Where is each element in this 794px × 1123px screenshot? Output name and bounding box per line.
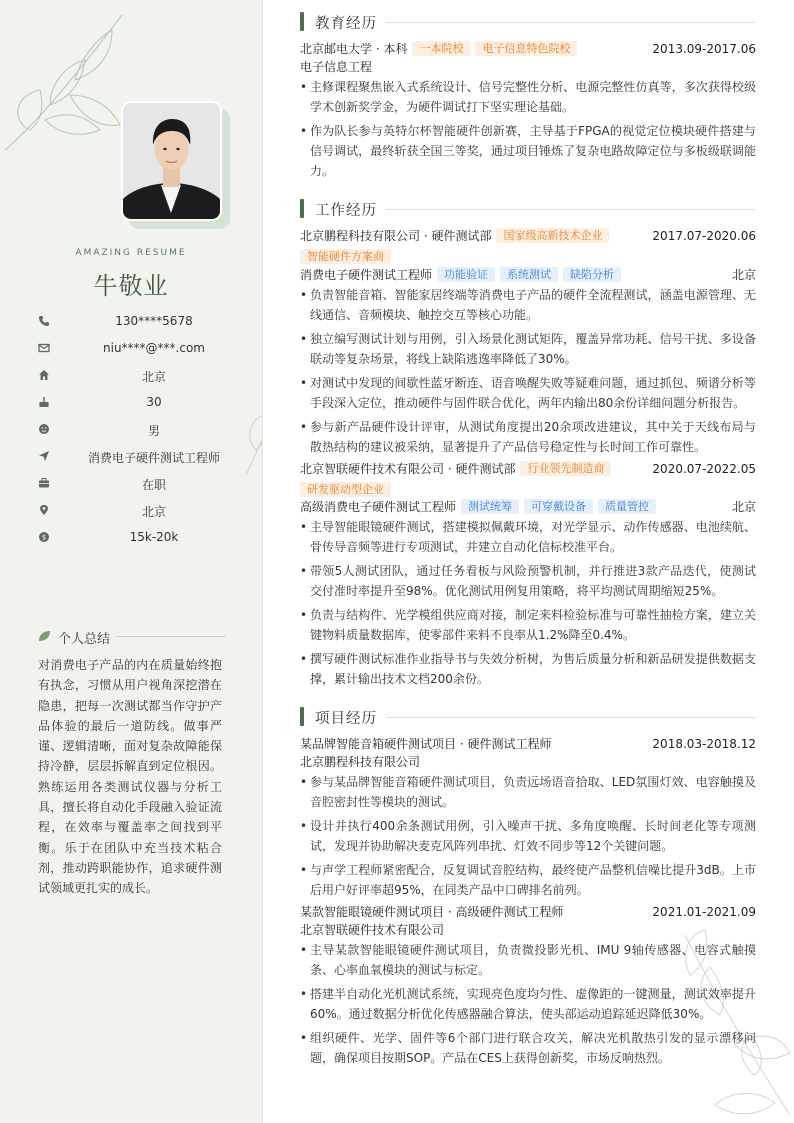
job-city: 北京 [731, 268, 756, 282]
phone-icon [38, 315, 50, 327]
project-company: 北京智联硬件技术有限公司 [300, 923, 445, 937]
bullet-dot: • [300, 1031, 308, 1045]
bullet-text: 负责智能音箱、智能家居终端等消费电子产品的硬件全流程测试，涵盖电源管理、无线通信、音频模块、触控交互等核心功能。 [310, 288, 756, 322]
avatar [121, 101, 222, 221]
section-work-header [300, 198, 756, 218]
bullet-text: 作为队长参与英特尔杯智能硬件创新赛，主导基于FPGA的视觉定位模块硬件搭建与信号调试，最终斩获全国三等奖，通过项目锤炼了复杂电路故障定位与多板级联调能力。 [310, 124, 756, 178]
project-name: 某品牌智能音箱硬件测试项目 · 硬件测试工程师 [300, 737, 552, 751]
education-date: 2013.09-2017.06 [652, 42, 756, 56]
info-gender [38, 421, 238, 441]
education-bullet [300, 77, 756, 117]
education-major: 电子信息工程 [300, 60, 373, 74]
company-tag: 国家级高新技术企业 [496, 228, 609, 243]
sidebar [0, 0, 263, 1123]
project-bullet [300, 1028, 756, 1068]
resume-label: AMAZING RESUME [75, 248, 187, 258]
company-tag: 行业领先制造商 [520, 461, 611, 476]
role-tag: 可穿戴设备 [524, 499, 593, 514]
info-text: 30 [146, 395, 162, 409]
bullet-dot: • [300, 80, 308, 94]
bullet-dot: • [300, 775, 308, 789]
role-tag: 缺陷分析 [563, 267, 621, 282]
section-divider [386, 209, 756, 210]
section-accent-bar [300, 199, 304, 218]
role-tag: 质量管控 [598, 499, 656, 514]
section-accent-bar [300, 707, 304, 726]
bullet-text: 主导某款智能眼镜硬件测试项目，负责微投影光机、IMU 9轴传感器、电容式触摸条、心率血氧模块的测试与标定。 [310, 943, 756, 977]
company-tag: 智能硬件方案商 [300, 249, 391, 264]
bullet-text: 参与某品牌智能音箱硬件测试项目，负责远场语音拾取、LED氛围灯效、电容触摸及音腔密封性等模块的测试。 [310, 775, 756, 809]
section-title: 工作经历 [315, 203, 377, 219]
bullet-text: 参与新产品硬件设计评审，从测试角度提出20余项改进建议，其中关于天线布局与散热结构的建议被采纳，显著提升了产品信号稳定性与长时间工作可靠性。 [310, 420, 756, 454]
job-company-row [300, 227, 756, 245]
bullet-text: 主修课程聚焦嵌入式系统设计、信号完整性分析、电源完整性仿真等，多次获得校级学术创新奖学金，为硬件调试打下坚实理论基础。 [310, 80, 756, 114]
info-text: 男 [147, 424, 160, 438]
bullet-dot: • [300, 332, 308, 346]
bullet-text: 对测试中发现的间歇性蓝牙断连、语音唤醒失败等疑难问题，通过抓包、频谱分析等手段深入定位，推动硬件与固件联合优化，两年内输出80余份详细问题分析报告。 [310, 376, 756, 410]
job-company-row [300, 460, 756, 478]
info-text: 15k-20k [129, 530, 179, 544]
svg-text:$: $ [41, 533, 47, 542]
bullet-text: 撰写硬件测试标准作业指导书与失效分析树，为售后质量分析和新品研发提供数据支撑，累计输出技术文档200余份。 [310, 652, 756, 686]
job-role-row [300, 266, 756, 284]
job-bullet [300, 605, 756, 645]
bullet-dot: • [300, 608, 308, 622]
leaf-decoration-icon [0, 10, 140, 160]
info-text: 北京 [141, 505, 166, 519]
job-role-row [300, 498, 756, 516]
project-bullet [300, 940, 756, 980]
role-tag: 测试统筹 [461, 499, 519, 514]
info-phone [38, 313, 238, 333]
bullet-dot: • [300, 420, 308, 434]
role-tag: 功能验证 [437, 267, 495, 282]
cake-icon [38, 396, 50, 408]
bullet-dot: • [300, 987, 308, 1001]
section-title: 项目经历 [315, 711, 377, 727]
job-date: 2017.07-2020.06 [652, 229, 756, 243]
briefcase-icon [38, 477, 50, 489]
school-name: 北京邮电大学 · 本科 [300, 42, 408, 56]
section-accent-bar [300, 12, 304, 31]
job-role: 高级消费电子硬件测试工程师 [300, 500, 457, 514]
info-text: 北京 [141, 370, 166, 384]
school-tag: 电子信息特色院校 [475, 41, 577, 56]
bullet-dot: • [300, 376, 308, 390]
gender-icon [38, 423, 50, 435]
job-bullet [300, 649, 756, 689]
leaf-icon [38, 630, 51, 642]
candidate-name: 牛敬业 [93, 272, 169, 300]
summary-title: 个人总结 [58, 628, 116, 647]
section-projects-header [300, 706, 756, 726]
send-icon [38, 450, 50, 462]
project-bullet [300, 984, 756, 1024]
bullet-dot: • [300, 652, 308, 666]
project-date: 2021.01-2021.09 [652, 905, 756, 919]
bullet-text: 负责与结构件、光学模组供应商对接，制定来料检验标准与可靠性抽检方案，建立关键物料质量数据库，使零部件来料不良率从1.2%降至0.4%。 [310, 608, 756, 642]
home-icon [38, 369, 50, 381]
project-name: 某款智能眼镜硬件测试项目 · 高级硬件测试工程师 [300, 905, 564, 919]
info-text: 消费电子硬件测试工程师 [87, 451, 220, 465]
project-name-row [300, 903, 756, 921]
photo-frame [121, 101, 222, 221]
job-company: 北京鹏程科技有限公司 · 硬件测试部 [300, 229, 492, 243]
bullet-dot: • [300, 124, 308, 138]
info-email [38, 340, 238, 360]
info-text: 130****5678 [115, 314, 193, 328]
section-divider [386, 22, 756, 23]
project-name-row [300, 735, 756, 753]
bullet-dot: • [300, 819, 308, 833]
project-bullet [300, 860, 756, 900]
info-location [38, 502, 238, 522]
location-icon [38, 504, 50, 516]
job-bullet [300, 517, 756, 557]
info-text: niu****@***.com [103, 341, 205, 355]
salary-icon [38, 531, 50, 543]
bullet-text: 设计并执行400余条测试用例，引入噪声干扰、多角度唤醒、长时间老化等专项测试，发现并协助解决麦克风阵列串扰、灯效不同步等12个关键问题。 [310, 819, 756, 853]
education-school-row [300, 40, 756, 58]
job-bullet [300, 373, 756, 413]
section-title: 教育经历 [315, 16, 377, 32]
school-tag: 一本院校 [412, 41, 470, 56]
info-age [38, 394, 238, 414]
bullet-dot: • [300, 863, 308, 877]
info-text: 在职 [141, 478, 166, 492]
company-tag: 研发驱动型企业 [300, 482, 391, 497]
bullet-text: 组织硬件、光学、固件等6个部门进行联合攻关，解决光机散热引发的显示漂移问题，确保项目按期SOP。产品在CES上获得创新奖，市场反响热烈。 [310, 1031, 756, 1065]
bullet-text: 独立编写测试计划与用例，引入场景化测试矩阵，覆盖异常功耗、信号干扰、多设备联动等复杂场景，将线上缺陷逃逸率降低了30%。 [310, 332, 756, 366]
section-divider [386, 717, 756, 718]
job-bullet [300, 561, 756, 601]
bullet-dot: • [300, 564, 308, 578]
education-bullet [300, 121, 756, 181]
summary-text: 对消费电子产品的内在质量始终抱有执念，习惯从用户视角深挖潜在隐患，把每一次测试都当作守护产品体验的最后一道防线。做事严谨、逻辑清晰，面对复杂故障能保持冷静，层层拆解直到定位根因。熟练运用各类测试仪器与分析工具，擅长将自动化手段融入验证流程，在效率与覆盖率之间找到平衡。乐于在团队中充当技术粘合剂，推动跨职能协作，追求硬件测试领域更扎实的成长。 [38, 658, 222, 896]
mail-icon [38, 342, 50, 354]
role-tag: 系统测试 [500, 267, 558, 282]
job-date: 2020.07-2022.05 [652, 462, 756, 476]
project-date: 2018.03-2018.12 [652, 737, 756, 751]
job-city: 北京 [731, 500, 756, 514]
job-company-tags-row [300, 481, 756, 499]
job-role: 消费电子硬件测试工程师 [300, 268, 433, 282]
bullet-dot: • [300, 288, 308, 302]
bullet-dot: • [300, 943, 308, 957]
job-company: 北京智联硬件技术有限公司 · 硬件测试部 [300, 462, 516, 476]
bullet-dot: • [300, 520, 308, 534]
project-company: 北京鹏程科技有限公司 [300, 755, 421, 769]
job-company-tags-row [300, 248, 756, 266]
bullet-text: 搭建半自动化光机测试系统，实现亮色度均匀性、虚像距的一键测量，测试效率提升60%。通过数据分析优化传感器融合算法，使头部运动追踪延迟降低30%。 [310, 987, 756, 1021]
bullet-text: 带领5人测试团队，通过任务看板与风险预警机制，并行推进3款产品迭代，使测试交付准时率提升至98%。优化测试用例复用策略，将平均测试周期缩短25%。 [310, 564, 756, 598]
info-home [38, 367, 238, 387]
project-bullet [300, 816, 756, 856]
section-education-header [300, 11, 756, 31]
info-salary [38, 529, 238, 549]
info-status [38, 475, 238, 495]
summary-header [38, 627, 226, 647]
job-bullet [300, 417, 756, 457]
job-bullet [300, 285, 756, 325]
avatar-portrait-icon [123, 103, 220, 219]
bullet-text: 与声学工程师紧密配合，反复调试音腔结构，最终使产品整机信噪比提升3dB。上市后用户好评率超95%，在同类产品中口碑排名前列。 [310, 863, 756, 897]
project-bullet [300, 772, 756, 812]
bullet-text: 主导智能眼镜硬件测试，搭建模拟佩戴环境，对光学显示、动作传感器、电池续航、骨传导音频等进行专项测试，并建立自动化信标校准平台。 [310, 520, 756, 554]
job-bullet [300, 329, 756, 369]
info-position [38, 448, 238, 468]
